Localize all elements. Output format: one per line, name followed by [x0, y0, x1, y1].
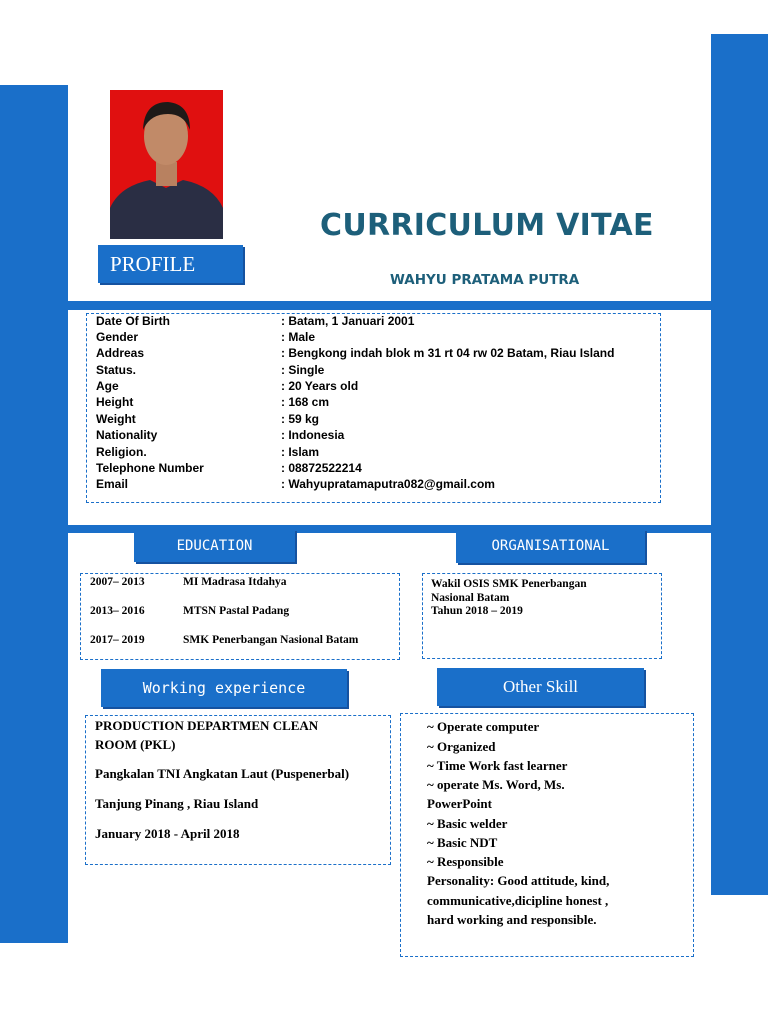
profile-label: Addreas — [96, 346, 145, 360]
education-years: 2017– 2019 — [90, 634, 145, 646]
profile-label: Email — [96, 477, 129, 491]
profile-value: : 168 cm — [281, 395, 330, 409]
organisational-heading-text: ORGANISATIONAL — [491, 538, 610, 554]
profile-label: Height — [96, 395, 134, 409]
organisational-line: Wakil OSIS SMK Penerbangan — [431, 578, 587, 590]
organisational-line: Nasional Batam — [431, 592, 510, 604]
education-school: MI Madrasa Itdahya — [183, 576, 287, 588]
profile-value: : Bengkong indah blok m 31 rt 04 rw 02 Batam, Riau Island — [281, 346, 615, 360]
education-school: SMK Penerbangan Nasional Batam — [183, 634, 359, 646]
other-skill-heading-text: Other Skill — [502, 677, 579, 696]
profile-label: Telephone Number — [96, 461, 204, 475]
profile-label: Religion. — [96, 445, 147, 459]
working-experience-heading — [101, 669, 347, 707]
experience-line: ROOM (PKL) — [95, 737, 176, 752]
other-skill-heading — [437, 668, 644, 706]
profile-value: : Islam — [281, 445, 320, 459]
profile-label: Status. — [96, 363, 137, 377]
skill-line: ~ Organized — [427, 739, 496, 754]
profile-heading — [98, 245, 243, 283]
organisational-line: Tahun 2018 – 2019 — [431, 605, 523, 617]
profile-divider — [68, 301, 711, 310]
education-heading — [134, 529, 295, 562]
skill-line: hard working and responsible. — [427, 912, 597, 927]
profile-photo — [110, 90, 223, 239]
profile-value: : Indonesia — [281, 428, 345, 442]
skill-line: ~ Time Work fast learner — [427, 758, 568, 773]
profile-value: : 08872522214 — [281, 461, 362, 475]
profile-value: : 20 Years old — [281, 379, 359, 393]
skill-line: ~ operate Ms. Word, Ms. — [427, 777, 565, 792]
full-name: WAHYU PRATAMA PUTRA — [390, 272, 580, 288]
profile-label: Nationality — [96, 428, 158, 442]
experience-line: PRODUCTION DEPARTMEN CLEAN — [95, 718, 319, 733]
profile-value: : Batam, 1 Januari 2001 — [281, 314, 415, 328]
profile-label: Age — [96, 379, 119, 393]
profile-value: : Male — [281, 330, 316, 344]
skill-line: Personality: Good attitude, kind, — [427, 873, 610, 888]
left-accent-bar — [0, 85, 68, 943]
education-years: 2013– 2016 — [90, 605, 145, 617]
profile-value: : 59 kg — [281, 412, 320, 426]
skill-line: ~ Operate computer — [427, 719, 540, 734]
profile-heading-text: PROFILE — [110, 251, 196, 276]
experience-line: Tanjung Pinang , Riau Island — [95, 796, 259, 811]
skill-line: ~ Basic NDT — [427, 835, 498, 850]
skill-line: communicative,dicipline honest , — [427, 893, 609, 908]
education-school: MTSN Pastal Padang — [183, 605, 290, 617]
skill-line: ~ Responsible — [427, 854, 504, 869]
right-accent-bar — [711, 34, 768, 895]
skill-line: PowerPoint — [427, 796, 492, 811]
education-heading-text: EDUCATION — [176, 537, 253, 554]
profile-value: : Single — [281, 363, 325, 377]
profile-label: Gender — [96, 330, 139, 344]
profile-label: Weight — [96, 412, 136, 426]
experience-line: January 2018 - April 2018 — [95, 826, 240, 841]
skill-line: ~ Basic welder — [427, 816, 508, 831]
profile-label: Date Of Birth — [96, 314, 171, 328]
experience-line: Pangkalan TNI Angkatan Laut (Puspenerbal) — [95, 766, 350, 781]
page-title: CURRICULUM VITAE — [320, 208, 654, 243]
working-experience-heading-text: Working experience — [142, 679, 306, 697]
profile-value: : Wahyupratamaputra082@gmail.com — [281, 477, 495, 491]
organisational-heading — [456, 529, 645, 563]
education-years: 2007– 2013 — [90, 576, 145, 588]
